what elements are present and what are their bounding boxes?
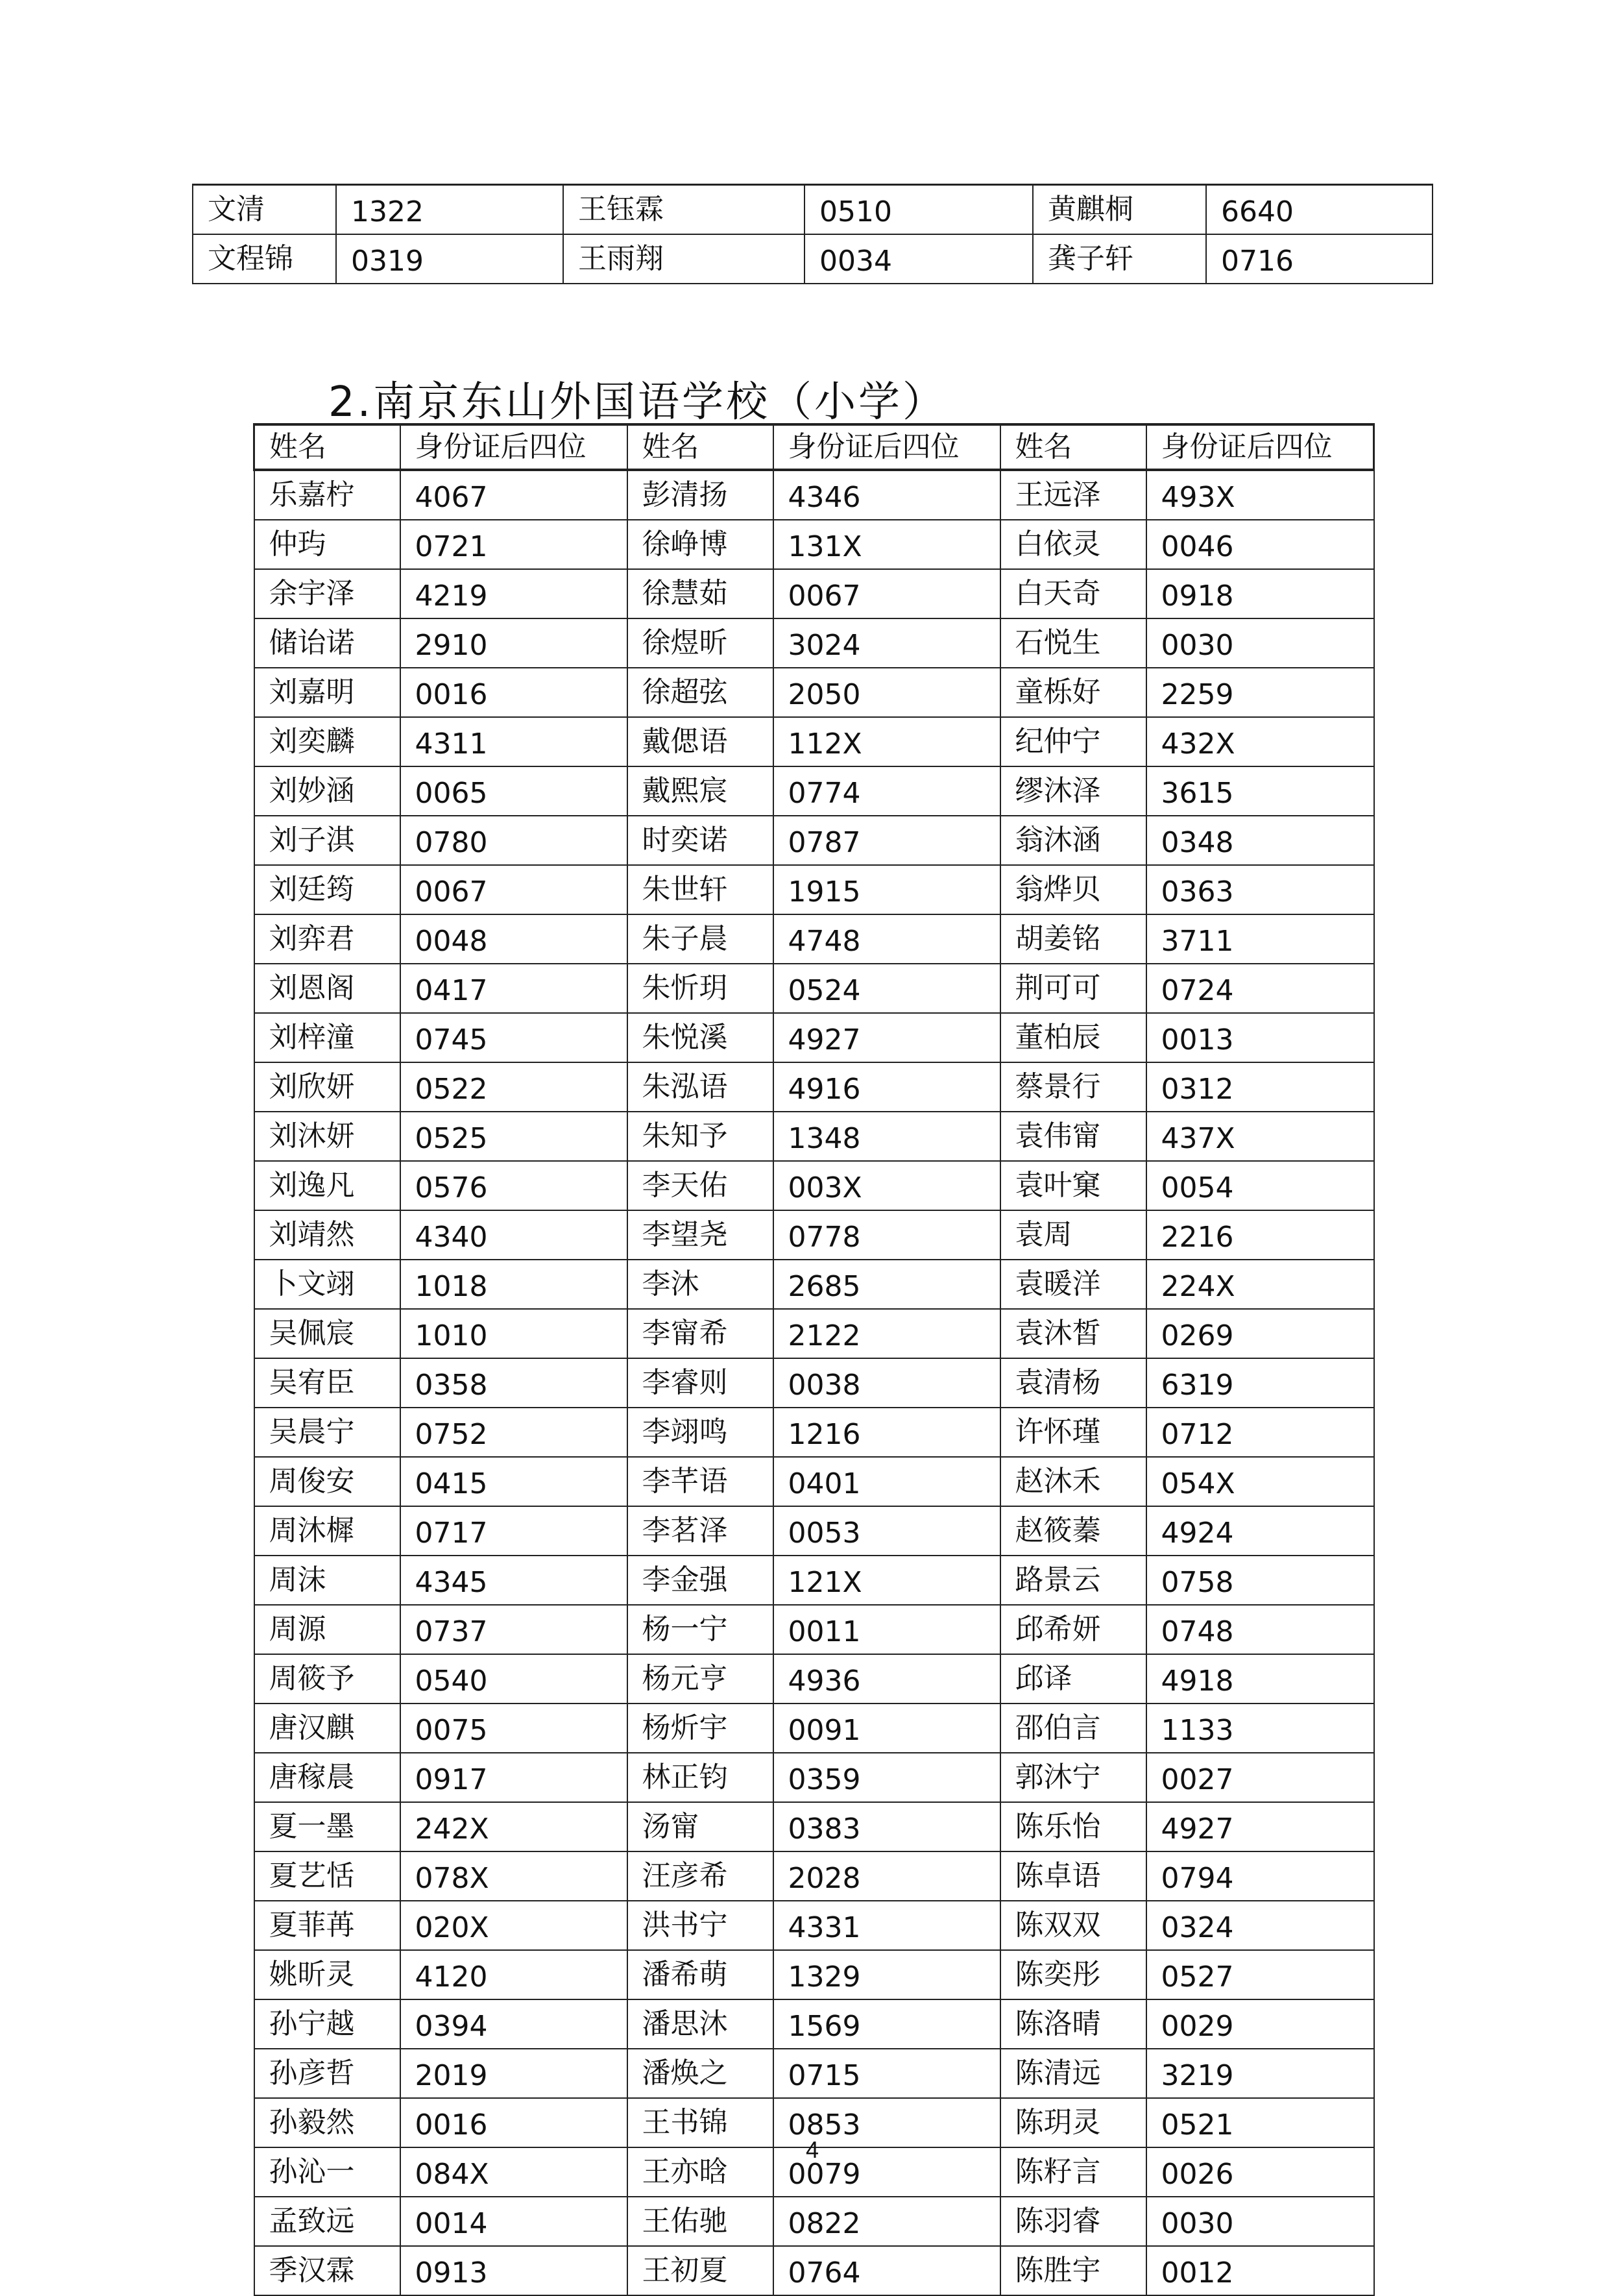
- student-name-cell: 文程锦: [193, 234, 336, 284]
- id-last-four-cell: 0014: [400, 2197, 627, 2246]
- student-name-cell: 陈籽言: [1000, 2147, 1146, 2197]
- table-row: [254, 1999, 1374, 2049]
- student-name-cell: 潘思沐: [627, 1999, 773, 2049]
- student-name-cell: 潘希萌: [627, 1950, 773, 1999]
- id-last-four-cell: 4311: [400, 717, 627, 766]
- student-name-cell: 袁伟甯: [1000, 1112, 1146, 1161]
- id-last-four-cell: 0359: [773, 1753, 1000, 1802]
- student-name-cell: 翁烨贝: [1000, 865, 1146, 914]
- id-last-four-cell: 1348: [773, 1112, 1000, 1161]
- table-row: [254, 816, 1374, 865]
- id-last-four-cell: 0748: [1146, 1605, 1374, 1654]
- id-last-four-cell: 2685: [773, 1260, 1000, 1309]
- student-name-cell: 刘妙涵: [254, 766, 400, 816]
- id-last-four-cell: 0030: [1146, 2197, 1374, 2246]
- id-last-four-cell: 0348: [1146, 816, 1374, 865]
- student-name-cell: 朱子晨: [627, 914, 773, 964]
- student-name-cell: 邵伯言: [1000, 1704, 1146, 1753]
- header-name: 姓名: [627, 424, 773, 470]
- student-name-cell: 季汉霖: [254, 2246, 400, 2295]
- student-name-cell: 陈羽睿: [1000, 2197, 1146, 2246]
- student-name-cell: 童栎好: [1000, 668, 1146, 717]
- id-last-four-cell: 0067: [400, 865, 627, 914]
- id-last-four-cell: 0717: [400, 1506, 627, 1556]
- student-name-cell: 胡姜铭: [1000, 914, 1146, 964]
- id-last-four-cell: 4936: [773, 1654, 1000, 1704]
- id-last-four-cell: 1915: [773, 865, 1000, 914]
- header-name: 姓名: [254, 424, 400, 470]
- id-last-four-cell: 0715: [773, 2049, 1000, 2098]
- id-last-four-cell: 242X: [400, 1802, 627, 1851]
- id-last-four-cell: 0752: [400, 1408, 627, 1457]
- id-last-four-cell: 0745: [400, 1013, 627, 1062]
- table-row: [254, 1161, 1374, 1210]
- table-row: [254, 1704, 1374, 1753]
- id-last-four-cell: 054X: [1146, 1457, 1374, 1506]
- student-name-cell: 朱忻玥: [627, 964, 773, 1013]
- id-last-four-cell: 1329: [773, 1950, 1000, 1999]
- table-row: [254, 470, 1374, 520]
- table-row: [254, 1013, 1374, 1062]
- table-row: [254, 2197, 1374, 2246]
- id-last-four-cell: 0524: [773, 964, 1000, 1013]
- id-last-four-cell: 437X: [1146, 1112, 1374, 1161]
- student-name-cell: 吴晨宁: [254, 1408, 400, 1457]
- student-name-cell: 吴佩宸: [254, 1309, 400, 1358]
- id-last-four-cell: 0034: [804, 234, 1033, 284]
- table-row: [193, 185, 1433, 235]
- student-name-cell: 姚昕灵: [254, 1950, 400, 1999]
- student-name-cell: 邱译: [1000, 1654, 1146, 1704]
- student-name-cell: 夏菲苒: [254, 1901, 400, 1950]
- student-name-cell: 周筱予: [254, 1654, 400, 1704]
- id-last-four-cell: 0510: [804, 185, 1033, 235]
- id-last-four-cell: 0525: [400, 1112, 627, 1161]
- student-name-cell: 王书锦: [627, 2098, 773, 2147]
- student-name-cell: 陈卓语: [1000, 1851, 1146, 1901]
- student-name-cell: 徐慧茹: [627, 569, 773, 618]
- student-name-cell: 刘欣妍: [254, 1062, 400, 1112]
- student-name-cell: 李金强: [627, 1556, 773, 1605]
- student-name-cell: 刘廷筠: [254, 865, 400, 914]
- id-last-four-cell: 0312: [1146, 1062, 1374, 1112]
- table-row: [254, 1062, 1374, 1112]
- student-name-cell: 朱知予: [627, 1112, 773, 1161]
- student-name-cell: 朱世轩: [627, 865, 773, 914]
- id-last-four-cell: 0054: [1146, 1161, 1374, 1210]
- student-name-cell: 刘逸凡: [254, 1161, 400, 1210]
- id-last-four-cell: 121X: [773, 1556, 1000, 1605]
- table-row: [254, 2049, 1374, 2098]
- table-row: [254, 1358, 1374, 1408]
- student-name-cell: 缪沐泽: [1000, 766, 1146, 816]
- student-name-cell: 洪书宁: [627, 1901, 773, 1950]
- table-row: [254, 1556, 1374, 1605]
- student-name-cell: 时奕诺: [627, 816, 773, 865]
- student-name-cell: 孙毅然: [254, 2098, 400, 2147]
- student-name-cell: 杨炘宇: [627, 1704, 773, 1753]
- id-last-four-cell: 0576: [400, 1161, 627, 1210]
- id-last-four-cell: 020X: [400, 1901, 627, 1950]
- table-row: [254, 1654, 1374, 1704]
- student-name-cell: 仲玙: [254, 520, 400, 569]
- id-last-four-cell: 432X: [1146, 717, 1374, 766]
- student-name-cell: 李天佑: [627, 1161, 773, 1210]
- student-name-cell: 白天奇: [1000, 569, 1146, 618]
- top-roster-table: [192, 184, 1433, 284]
- id-last-four-cell: 0016: [400, 2098, 627, 2147]
- id-last-four-cell: 1018: [400, 1260, 627, 1309]
- student-name-cell: 石悦生: [1000, 618, 1146, 668]
- student-name-cell: 王亦晗: [627, 2147, 773, 2197]
- student-name-cell: 孙沁一: [254, 2147, 400, 2197]
- student-name-cell: 刘子淇: [254, 816, 400, 865]
- student-name-cell: 董柏辰: [1000, 1013, 1146, 1062]
- id-last-four-cell: 6640: [1206, 185, 1433, 235]
- main-roster-header: [254, 424, 1374, 470]
- id-last-four-cell: 4346: [773, 470, 1000, 520]
- student-name-cell: 储诒诺: [254, 618, 400, 668]
- student-name-cell: 袁暖洋: [1000, 1260, 1146, 1309]
- id-last-four-cell: 003X: [773, 1161, 1000, 1210]
- id-last-four-cell: 4345: [400, 1556, 627, 1605]
- student-name-cell: 徐峥博: [627, 520, 773, 569]
- student-name-cell: 黄麒桐: [1033, 185, 1206, 235]
- student-name-cell: 赵筱蓁: [1000, 1506, 1146, 1556]
- id-last-four-cell: 1010: [400, 1309, 627, 1358]
- header-row: [254, 424, 1374, 470]
- student-name-cell: 白依灵: [1000, 520, 1146, 569]
- student-name-cell: 孙宁越: [254, 1999, 400, 2049]
- table-row: [254, 914, 1374, 964]
- student-name-cell: 李望尧: [627, 1210, 773, 1260]
- id-last-four-cell: 0016: [400, 668, 627, 717]
- id-last-four-cell: 4927: [1146, 1802, 1374, 1851]
- student-name-cell: 夏一墨: [254, 1802, 400, 1851]
- student-name-cell: 李甯希: [627, 1309, 773, 1358]
- student-name-cell: 彭清扬: [627, 470, 773, 520]
- table-row: [254, 520, 1374, 569]
- id-last-four-cell: 4918: [1146, 1654, 1374, 1704]
- id-last-four-cell: 112X: [773, 717, 1000, 766]
- student-name-cell: 邱希妍: [1000, 1605, 1146, 1654]
- id-last-four-cell: 0521: [1146, 2098, 1374, 2147]
- student-name-cell: 刘靖然: [254, 1210, 400, 1260]
- student-name-cell: 袁沐皙: [1000, 1309, 1146, 1358]
- id-last-four-cell: 0716: [1206, 234, 1433, 284]
- student-name-cell: 李沐: [627, 1260, 773, 1309]
- table-row: [193, 234, 1433, 284]
- top-roster-body: [193, 185, 1433, 284]
- student-name-cell: 李睿则: [627, 1358, 773, 1408]
- id-last-four-cell: 0027: [1146, 1753, 1374, 1802]
- table-row: [254, 2246, 1374, 2295]
- student-name-cell: 周俊安: [254, 1457, 400, 1506]
- header-id-last-four: 身份证后四位: [773, 424, 1000, 470]
- student-name-cell: 陈胜宇: [1000, 2246, 1146, 2295]
- student-name-cell: 刘嘉明: [254, 668, 400, 717]
- student-name-cell: 王远泽: [1000, 470, 1146, 520]
- student-name-cell: 刘弈君: [254, 914, 400, 964]
- table-row: [254, 618, 1374, 668]
- student-name-cell: 李翊鸣: [627, 1408, 773, 1457]
- id-last-four-cell: 4120: [400, 1950, 627, 1999]
- id-last-four-cell: 084X: [400, 2147, 627, 2197]
- id-last-four-cell: 0046: [1146, 520, 1374, 569]
- table-row: [254, 1112, 1374, 1161]
- id-last-four-cell: 0758: [1146, 1556, 1374, 1605]
- id-last-four-cell: 0780: [400, 816, 627, 865]
- student-name-cell: 戴熙宸: [627, 766, 773, 816]
- student-name-cell: 唐稼晨: [254, 1753, 400, 1802]
- id-last-four-cell: 3024: [773, 618, 1000, 668]
- section-title: 2.南京东山外国语学校（小学）: [328, 378, 947, 426]
- id-last-four-cell: 0822: [773, 2197, 1000, 2246]
- student-name-cell: 荆可可: [1000, 964, 1146, 1013]
- id-last-four-cell: 0415: [400, 1457, 627, 1506]
- id-last-four-cell: 0917: [400, 1753, 627, 1802]
- id-last-four-cell: 1216: [773, 1408, 1000, 1457]
- student-name-cell: 夏艺恬: [254, 1851, 400, 1901]
- student-name-cell: 汤甯: [627, 1802, 773, 1851]
- id-last-four-cell: 2216: [1146, 1210, 1374, 1260]
- id-last-four-cell: 0053: [773, 1506, 1000, 1556]
- student-name-cell: 汪彦希: [627, 1851, 773, 1901]
- student-name-cell: 刘奕麟: [254, 717, 400, 766]
- id-last-four-cell: 0417: [400, 964, 627, 1013]
- id-last-four-cell: 0363: [1146, 865, 1374, 914]
- student-name-cell: 陈双双: [1000, 1901, 1146, 1950]
- student-name-cell: 刘恩阁: [254, 964, 400, 1013]
- id-last-four-cell: 0724: [1146, 964, 1374, 1013]
- id-last-four-cell: 0540: [400, 1654, 627, 1704]
- id-last-four-cell: 0091: [773, 1704, 1000, 1753]
- table-row: [254, 865, 1374, 914]
- id-last-four-cell: 4331: [773, 1901, 1000, 1950]
- table-row: [254, 1457, 1374, 1506]
- student-name-cell: 徐超弦: [627, 668, 773, 717]
- id-last-four-cell: 0075: [400, 1704, 627, 1753]
- id-last-four-cell: 0787: [773, 816, 1000, 865]
- id-last-four-cell: 0383: [773, 1802, 1000, 1851]
- student-name-cell: 戴偲语: [627, 717, 773, 766]
- id-last-four-cell: 4924: [1146, 1506, 1374, 1556]
- student-name-cell: 朱悦溪: [627, 1013, 773, 1062]
- id-last-four-cell: 0048: [400, 914, 627, 964]
- id-last-four-cell: 0011: [773, 1605, 1000, 1654]
- id-last-four-cell: 0913: [400, 2246, 627, 2295]
- id-last-four-cell: 1322: [336, 185, 563, 235]
- student-name-cell: 陈奕彤: [1000, 1950, 1146, 1999]
- id-last-four-cell: 4219: [400, 569, 627, 618]
- id-last-four-cell: 0012: [1146, 2246, 1374, 2295]
- student-name-cell: 王佑驰: [627, 2197, 773, 2246]
- student-name-cell: 翁沐涵: [1000, 816, 1146, 865]
- id-last-four-cell: 1133: [1146, 1704, 1374, 1753]
- student-name-cell: 周沫: [254, 1556, 400, 1605]
- id-last-four-cell: 4340: [400, 1210, 627, 1260]
- id-last-four-cell: 0522: [400, 1062, 627, 1112]
- table-row: [254, 1260, 1374, 1309]
- student-name-cell: 余宇泽: [254, 569, 400, 618]
- id-last-four-cell: 0030: [1146, 618, 1374, 668]
- id-last-four-cell: 4927: [773, 1013, 1000, 1062]
- table-row: [254, 1950, 1374, 1999]
- id-last-four-cell: 0394: [400, 1999, 627, 2049]
- student-name-cell: 周源: [254, 1605, 400, 1654]
- id-last-four-cell: 3711: [1146, 914, 1374, 964]
- id-last-four-cell: 0918: [1146, 569, 1374, 618]
- student-name-cell: 李茗泽: [627, 1506, 773, 1556]
- id-last-four-cell: 6319: [1146, 1358, 1374, 1408]
- table-row: [254, 1753, 1374, 1802]
- id-last-four-cell: 224X: [1146, 1260, 1374, 1309]
- id-last-four-cell: 0026: [1146, 2147, 1374, 2197]
- student-name-cell: 朱泓语: [627, 1062, 773, 1112]
- id-last-four-cell: 0712: [1146, 1408, 1374, 1457]
- student-name-cell: 郭沐宁: [1000, 1753, 1146, 1802]
- student-name-cell: 杨一宁: [627, 1605, 773, 1654]
- table-row: [254, 569, 1374, 618]
- id-last-four-cell: 4916: [773, 1062, 1000, 1112]
- table-row: [254, 1605, 1374, 1654]
- id-last-four-cell: 2019: [400, 2049, 627, 2098]
- student-name-cell: 杨元亨: [627, 1654, 773, 1704]
- id-last-four-cell: 0401: [773, 1457, 1000, 1506]
- id-last-four-cell: 0324: [1146, 1901, 1374, 1950]
- id-last-four-cell: 0358: [400, 1358, 627, 1408]
- student-name-cell: 卜文翊: [254, 1260, 400, 1309]
- table-row: [254, 1309, 1374, 1358]
- student-name-cell: 赵沐禾: [1000, 1457, 1146, 1506]
- student-name-cell: 王钰霖: [563, 185, 804, 235]
- id-last-four-cell: 0269: [1146, 1309, 1374, 1358]
- header-id-last-four: 身份证后四位: [400, 424, 627, 470]
- id-last-four-cell: 2122: [773, 1309, 1000, 1358]
- student-name-cell: 龚子轩: [1033, 234, 1206, 284]
- table-row: [254, 1210, 1374, 1260]
- student-name-cell: 刘沐妍: [254, 1112, 400, 1161]
- id-last-four-cell: 0774: [773, 766, 1000, 816]
- student-name-cell: 纪仲宁: [1000, 717, 1146, 766]
- id-last-four-cell: 0794: [1146, 1851, 1374, 1901]
- student-name-cell: 唐汉麒: [254, 1704, 400, 1753]
- student-name-cell: 文清: [193, 185, 336, 235]
- id-last-four-cell: 0067: [773, 569, 1000, 618]
- id-last-four-cell: 0038: [773, 1358, 1000, 1408]
- student-name-cell: 王雨翔: [563, 234, 804, 284]
- student-name-cell: 袁周: [1000, 1210, 1146, 1260]
- id-last-four-cell: 0065: [400, 766, 627, 816]
- id-last-four-cell: 078X: [400, 1851, 627, 1901]
- table-row: [254, 717, 1374, 766]
- student-name-cell: 蔡景行: [1000, 1062, 1146, 1112]
- table-row: [254, 766, 1374, 816]
- student-name-cell: 林正钧: [627, 1753, 773, 1802]
- id-last-four-cell: 0029: [1146, 1999, 1374, 2049]
- main-roster-table: [253, 423, 1375, 2296]
- id-last-four-cell: 1569: [773, 1999, 1000, 2049]
- id-last-four-cell: 0853: [773, 2098, 1000, 2147]
- id-last-four-cell: 2259: [1146, 668, 1374, 717]
- student-name-cell: 陈玥灵: [1000, 2098, 1146, 2147]
- student-name-cell: 孟致远: [254, 2197, 400, 2246]
- student-name-cell: 周沐樨: [254, 1506, 400, 1556]
- id-last-four-cell: 4067: [400, 470, 627, 520]
- id-last-four-cell: 131X: [773, 520, 1000, 569]
- id-last-four-cell: 2050: [773, 668, 1000, 717]
- id-last-four-cell: 0319: [336, 234, 563, 284]
- table-row: [254, 964, 1374, 1013]
- student-name-cell: 陈乐怡: [1000, 1802, 1146, 1851]
- id-last-four-cell: 2028: [773, 1851, 1000, 1901]
- id-last-four-cell: 0079: [773, 2147, 1000, 2197]
- student-name-cell: 潘焕之: [627, 2049, 773, 2098]
- id-last-four-cell: 0764: [773, 2246, 1000, 2295]
- id-last-four-cell: 2910: [400, 618, 627, 668]
- id-last-four-cell: 0721: [400, 520, 627, 569]
- id-last-four-cell: 0737: [400, 1605, 627, 1654]
- id-last-four-cell: 0778: [773, 1210, 1000, 1260]
- main-roster-body: [254, 470, 1374, 2295]
- student-name-cell: 孙彦哲: [254, 2049, 400, 2098]
- student-name-cell: 徐煜昕: [627, 618, 773, 668]
- student-name-cell: 许怀瑾: [1000, 1408, 1146, 1457]
- student-name-cell: 吴宥臣: [254, 1358, 400, 1408]
- table-row: [254, 1408, 1374, 1457]
- student-name-cell: 刘梓潼: [254, 1013, 400, 1062]
- page-number: 4: [805, 2136, 819, 2163]
- student-name-cell: 路景云: [1000, 1556, 1146, 1605]
- student-name-cell: 王初夏: [627, 2246, 773, 2295]
- table-row: [254, 1506, 1374, 1556]
- table-row: [254, 1802, 1374, 1851]
- id-last-four-cell: 0013: [1146, 1013, 1374, 1062]
- header-id-last-four: 身份证后四位: [1146, 424, 1374, 470]
- table-row: [254, 1851, 1374, 1901]
- student-name-cell: 袁清杨: [1000, 1358, 1146, 1408]
- id-last-four-cell: 0527: [1146, 1950, 1374, 1999]
- id-last-four-cell: 493X: [1146, 470, 1374, 520]
- header-name: 姓名: [1000, 424, 1146, 470]
- student-name-cell: 乐嘉柠: [254, 470, 400, 520]
- student-name-cell: 陈清远: [1000, 2049, 1146, 2098]
- student-name-cell: 袁叶窠: [1000, 1161, 1146, 1210]
- student-name-cell: 陈洛晴: [1000, 1999, 1146, 2049]
- table-row: [254, 668, 1374, 717]
- id-last-four-cell: 3615: [1146, 766, 1374, 816]
- id-last-four-cell: 3219: [1146, 2049, 1374, 2098]
- table-row: [254, 1901, 1374, 1950]
- id-last-four-cell: 4748: [773, 914, 1000, 964]
- student-name-cell: 李芊语: [627, 1457, 773, 1506]
